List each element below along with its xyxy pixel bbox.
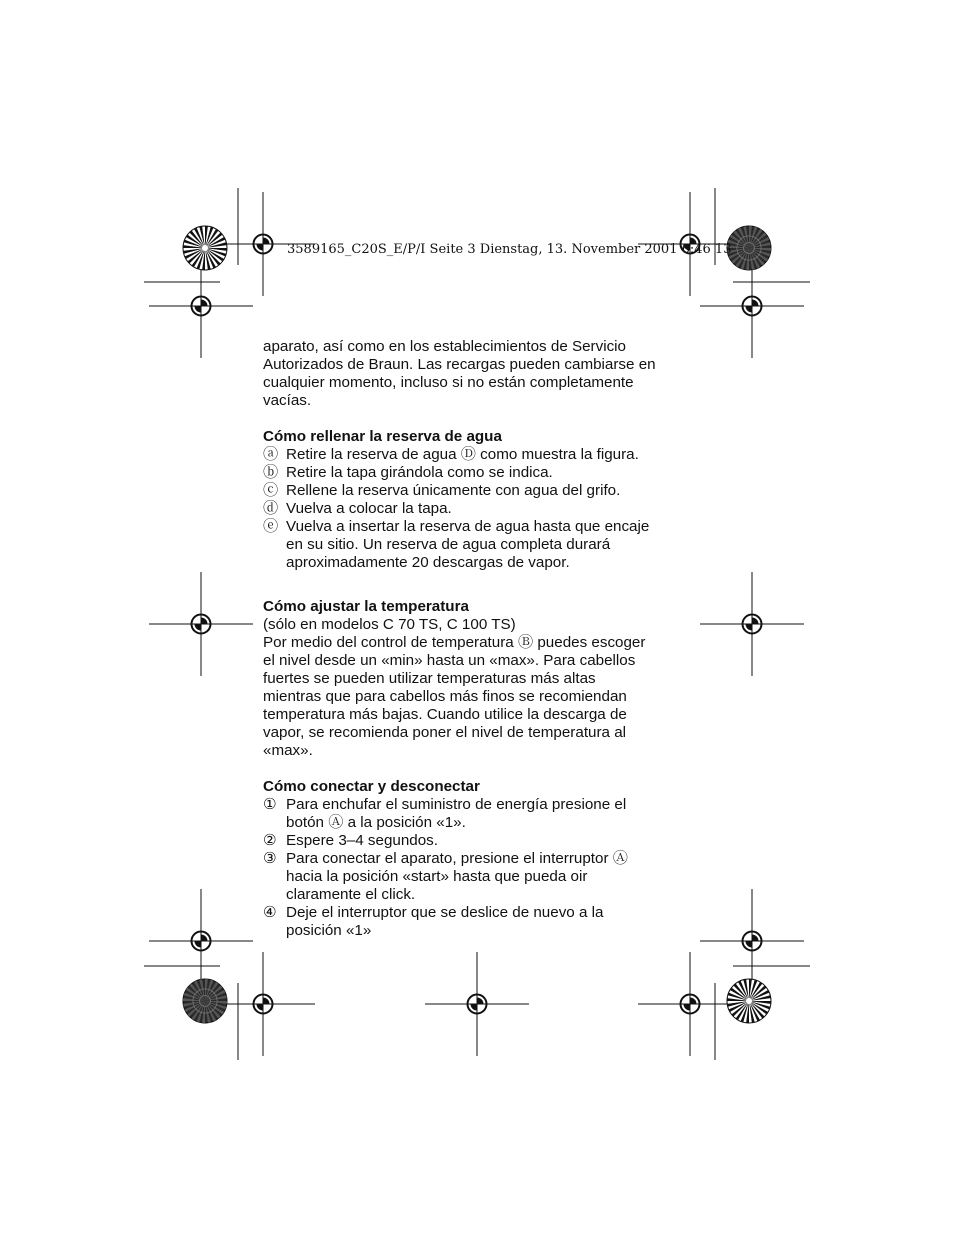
text-line: el nivel desde un «min» hasta un «max». Para cabellos [263, 652, 636, 669]
registration-mark [700, 889, 804, 993]
connect-section [263, 778, 695, 940]
list-item [263, 904, 695, 940]
list-item [263, 482, 695, 500]
text-line: cualquier momento, incluso si no están completamente [263, 374, 634, 391]
text-line: Espere 3–4 segundos. [286, 832, 438, 849]
text-line: hacia la posición «start» hasta que pueda oir [286, 868, 588, 885]
registration-mark [700, 572, 804, 676]
list-marker: ④ [263, 904, 277, 921]
list-marker: ② [263, 832, 277, 849]
intro-paragraph [263, 338, 695, 410]
section-subheading: (sólo en modelos C 70 TS, C 100 TS) [263, 616, 516, 633]
color-target-mark [727, 979, 771, 1023]
text-line: Rellene la reserva únicamente con agua del grifo. [286, 482, 621, 499]
temperature-section [263, 598, 695, 760]
list-item [263, 796, 695, 832]
list-marker: ⓓ [263, 500, 279, 517]
color-target-mark [727, 226, 771, 270]
list-marker: ⓔ [263, 518, 279, 535]
registration-mark [638, 952, 742, 1056]
color-target-mark [183, 226, 227, 270]
text-line: fuertes se pueden utilizar temperaturas más altas [263, 670, 596, 687]
list-marker: ⓑ [263, 464, 279, 481]
refill-section [263, 428, 695, 572]
main-content [263, 338, 695, 940]
text-line: aparato, así como en los establecimientos de Servicio [263, 338, 627, 355]
text-line: Autorizados de Braun. Las recargas pueden cambiarse en [263, 356, 656, 373]
text-line: posición «1» [286, 922, 372, 939]
text-line: Vuelva a colocar la tapa. [286, 500, 452, 517]
list-marker: ⓐ [263, 446, 279, 463]
text-line: mientras que para cabellos más finos se recomiendan [263, 688, 627, 705]
text-line: Deje el interruptor que se deslice de nuevo a la [286, 904, 604, 921]
text-line: en su sitio. Un reserva de agua completa durará [286, 536, 611, 553]
text-line: Para enchufar el suministro de energía presione el [286, 796, 627, 813]
text-line: Retire la tapa girándola como se indica. [286, 464, 553, 481]
list-item [263, 850, 695, 904]
text-line: vacías. [263, 392, 312, 409]
text-line: «max». [263, 742, 313, 759]
text-line: vapor, se recomienda poner el nivel de temperatura al [263, 724, 627, 741]
list-item [263, 518, 695, 572]
section-heading: Cómo ajustar la temperatura [263, 598, 469, 615]
registration-mark [149, 572, 253, 676]
color-target-mark [183, 979, 227, 1023]
text-line: Para conectar el aparato, presione el interruptor Ⓐ [286, 850, 628, 867]
text-line: botón Ⓐ a la posición «1». [286, 814, 466, 831]
list-item [263, 500, 695, 518]
list-marker: ③ [263, 850, 277, 867]
list-item [263, 446, 695, 464]
text-line: temperatura más bajas. Cuando utilice la descarga de [263, 706, 627, 723]
section-heading: Cómo conectar y desconectar [263, 778, 480, 795]
section-heading: Cómo rellenar la reserva de agua [263, 428, 502, 445]
list-marker: ⓒ [263, 482, 279, 499]
text-line: Vuelva a insertar la reserva de agua hasta que encaje [286, 518, 650, 535]
print-slug-header: 3589165_C20S_E/P/I Seite 3 Dienstag, 13. November 2001 6:46 13 [287, 242, 732, 257]
text-line: aproximadamente 20 descargas de vapor. [286, 554, 570, 571]
registration-mark [149, 889, 253, 993]
text-line: claramente el click. [286, 886, 416, 903]
text-line: Por medio del control de temperatura Ⓑ puedes escoger [263, 634, 646, 651]
text-line: Retire la reserva de agua Ⓓ como muestra la figura. [286, 446, 639, 463]
registration-mark [425, 952, 529, 1056]
list-item [263, 464, 695, 482]
list-item [263, 832, 695, 850]
list-marker: ① [263, 796, 277, 813]
